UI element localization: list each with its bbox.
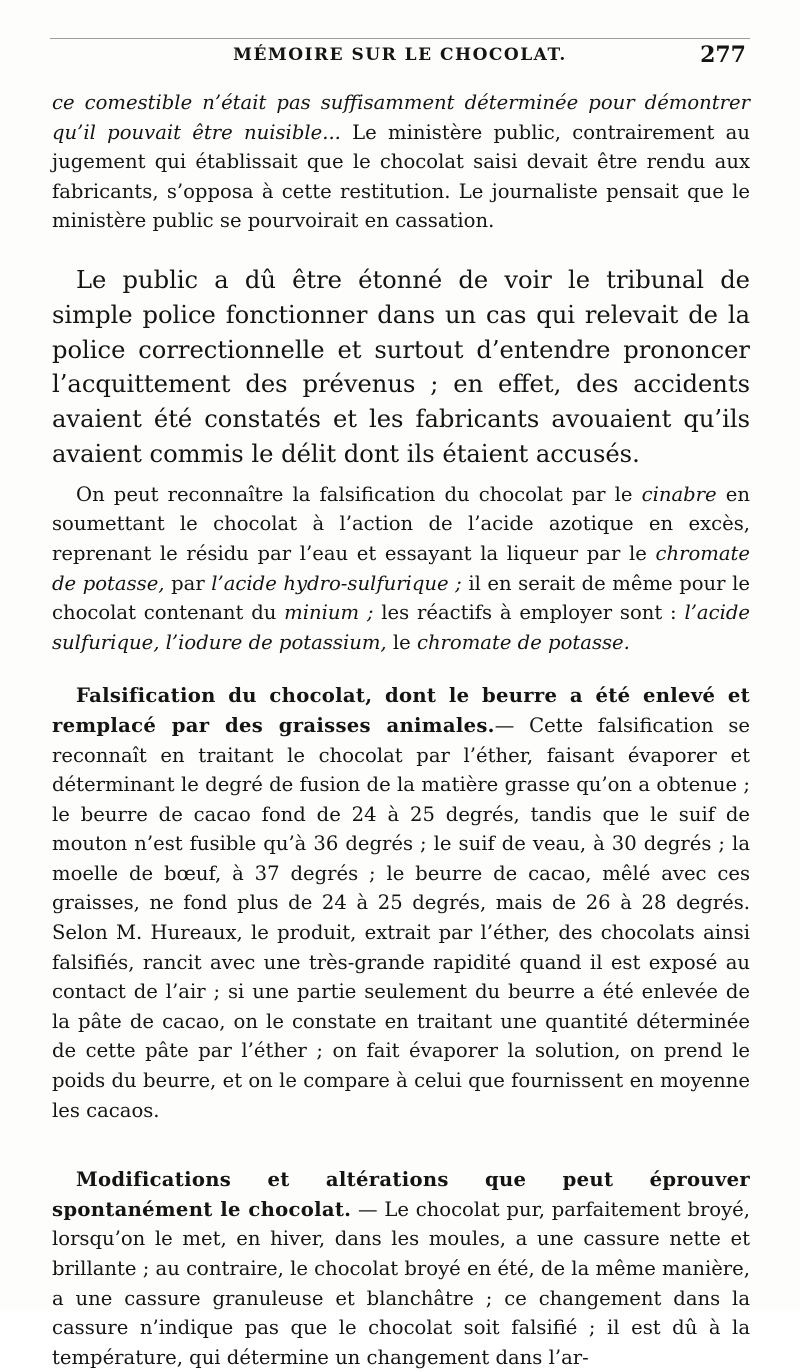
paragraph-continuation <box>52 88 750 236</box>
paragraph-large-print <box>52 263 750 472</box>
italic-text: l’acide sulfurique, l’iodure de potassium, <box>52 601 750 654</box>
paragraph-text: Le public a dû être étonné de voir le tribunal de simple police fonctionner dans un cas qui relevait de la police correctionnelle et surtout d’entendre prononcer l’acquittement des prévenus ; en effet, des accidents avaient été constatés et les fabricants avouaient qu’ils avaient commis le délit dont ils étaient accusés. <box>52 265 750 468</box>
page-body <box>52 88 750 1372</box>
paragraph-text: par <box>164 571 212 595</box>
italic-text: minium ; <box>284 601 374 625</box>
section-heading: Modifications et altérations que peut éprouver spontanément le chocolat. <box>52 1168 750 1221</box>
running-title: MÉMOIRE SUR LE CHOCOLAT. <box>233 45 567 65</box>
italic-text: ce comestible n’était pas suffisamment déterminée pour démontrer qu’il pouvait être nuisible... <box>52 91 750 144</box>
paragraph-beurre <box>52 681 750 1125</box>
paragraph-text: en soumettant le chocolat à l’action de l’acide azotique en excès, reprenant le résidu par l’eau et essayant la liqueur par le <box>52 482 750 565</box>
italic-text: cinabre <box>641 482 717 506</box>
paragraph-text: le <box>386 630 417 654</box>
page-number: 277 <box>700 42 746 68</box>
italic-text: chromate de potasse, <box>52 541 750 595</box>
paragraph-cinabre <box>52 480 750 658</box>
paragraph-text: Le ministère public, contrairement au jugement qui établissait que le chocolat saisi devait être rendu aux fabricants, s’opposa à cette restitution. Le journaliste pensait que le ministère public se pourvoirait en cassation. <box>52 120 750 233</box>
paragraph-modifications <box>52 1165 750 1372</box>
paragraph-text: les réactifs à employer sont : <box>373 601 685 625</box>
section-heading: Falsification du chocolat, dont le beurre a été enlevé et remplacé par des graisses animales. <box>52 684 750 737</box>
italic-text: l’acide hydro-sulfurique ; <box>211 571 462 595</box>
italic-text: chromate de potasse. <box>416 630 630 654</box>
paragraph-text: il en serait de même pour le chocolat contenant du <box>52 571 750 625</box>
paragraph-text: — Cette falsification se reconnaît en traitant le chocolat par l’éther, faisant évaporer et déterminant le degré de fusion de la matière grasse qu’on a obtenue ; le beurre de cacao fond de 24 à 25 degrés, tandis que le suif de mouton n’est fusible qu’à 36 degrés ; le suif de veau, à 30 degrés ; la moelle de bœuf, à 37 degrés ; le beurre de cacao, mêlé avec ces graisses, ne fond plus de 24 à 25 degrés, mais de 26 à 28 degrés. Selon M. Hureaux, le produit, extrait par l’éther, des chocolats ainsi falsifiés, rancit avec une très-grande rapidité quand il est exposé au contact de l’air ; si une partie seulement du beurre a été enlevée de la pâte de cacao, on le constate en traitant une quantité déterminée de cette pâte par l’éther ; on fait évaporer la solution, on prend le poids du beurre, et on le compare à celui que fournissent en moyenne les cacaos. <box>52 713 750 1122</box>
page-header <box>50 38 750 73</box>
paragraph-text: — Le chocolat pur, parfaitement broyé, lorsqu’on le met, en hiver, dans les moules, a une cassure nette et brillante ; au contraire, le chocolat broyé en été, de la même manière, a une cassure granuleuse et blanchâtre ; ce changement dans la cassure n’indique pas que le chocolat soit falsifié ; il est dû à la température, qui détermine un changement dans l’ar- <box>52 1197 750 1369</box>
paragraph-text: On peut reconnaître la falsification du chocolat par le <box>76 482 642 506</box>
